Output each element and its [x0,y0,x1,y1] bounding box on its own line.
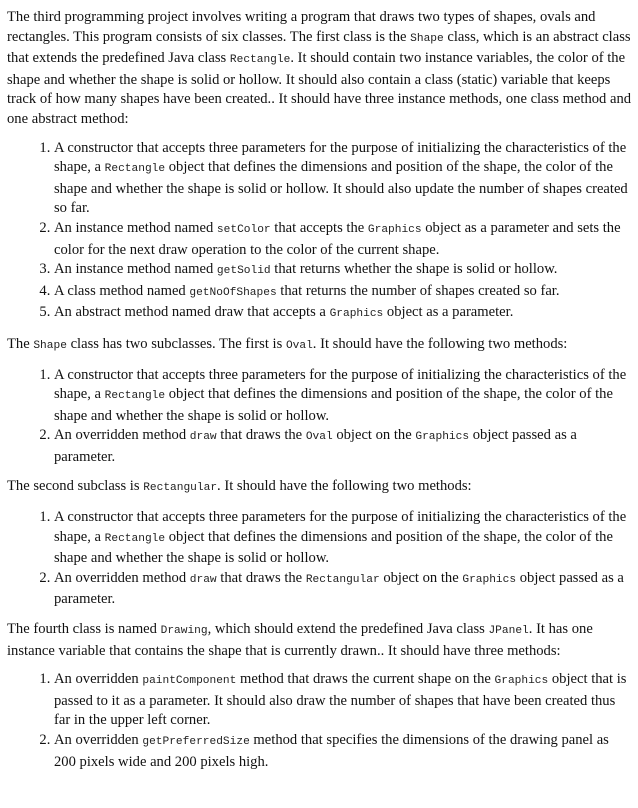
text-run: , which should extend the predefined Java class [207,621,489,638]
inline-code: Shape [410,32,444,45]
list-item [54,426,632,467]
text-run: that returns the number of shapes created so far. [276,282,560,299]
text-run: An abstract method named draw that accepts a [54,304,330,321]
inline-code: Drawing [160,625,208,638]
inline-code: Graphics [415,431,470,444]
inline-code: Shape [33,339,67,352]
inline-code: Rectangular [305,573,380,586]
text-run: that returns whether the shape is solid or hollow. [270,261,558,278]
text-run: An instance method named [54,261,217,278]
text-run: An overridden method [54,569,190,586]
drawing-methods-list [7,670,632,772]
list-item [54,569,632,610]
text-run: object on the [379,569,463,586]
inline-code: getPreferredSize [142,736,250,748]
text-run: object that defines the dimensions and position of the shape, the color of the shape and whether the shape is solid or hollow. [54,528,613,567]
text-run: object passed as a parameter. [54,569,624,608]
inline-code: draw [189,431,217,444]
list-item [54,282,632,304]
text-run: The third programming project involves writing a program that draws two types of shapes, ovals and rectangles. This program consists of six classes. The first class is the [7,9,596,45]
inline-code: setColor [216,223,271,236]
text-run: An overridden method [54,427,190,444]
inline-code: Rectangle [104,390,166,403]
list-item [54,731,632,772]
inline-code: draw [189,573,217,586]
inline-code: Rectangle [104,532,166,545]
inline-code: getNoOfShapes [189,286,277,299]
text-run: class has two subclasses. The first is [66,335,286,352]
list-item [54,670,632,731]
inline-code: getSolid [216,265,271,278]
inline-code: Rectangle [229,54,291,67]
list-item [54,303,632,325]
text-run: that draws the [216,569,306,586]
inline-code: Graphics [494,675,549,688]
inline-code: Oval [285,339,313,352]
text-run: method that specifies the dimensions of the drawing panel as 200 pixels wide and 200 pixels high. [54,732,609,770]
inline-code: Graphics [462,573,517,586]
inline-code: Rectangle [104,163,166,176]
intro-paragraph [7,8,632,130]
list-item [54,508,632,569]
text-run: The fourth class is named [7,621,161,638]
text-run: method that draws the current shape on the [236,671,495,688]
list-item [54,366,632,427]
text-run: A constructor that accepts three parameters for the purpose of initializing the characteristics of the shape, a [54,366,627,403]
text-run: object that is passed to it as a parameter. It should also draw the number of shapes that have been created thus far in the upper left corner. [54,671,627,729]
text-run: object on the [332,427,416,444]
text-run: A constructor that accepts three parameters for the purpose of initializing the characteristics of the shape, a [54,139,627,176]
text-run: The second subclass is [7,478,144,495]
list-item [54,219,632,260]
inline-code: Graphics [329,308,384,321]
shape-methods-list [7,139,632,325]
inline-code: JPanel [488,625,529,638]
text-run: object that defines the dimensions and position of the shape, the color of the shape and whether the shape is solid or hollow. It should also update the number of shapes created so far. [54,159,628,217]
list-item [54,139,632,219]
text-run: A constructor that accepts three parameters for the purpose of initializing the characteristics of the shape, a [54,509,627,545]
text-run: object passed as a parameter. [54,427,577,465]
oval-methods-list [7,366,632,468]
text-run: that draws the [216,427,306,444]
text-run: object that defines the dimensions and position of the shape, the color of the shape and whether the shape is solid or hollow. [54,386,613,424]
inline-code: Oval [305,431,333,444]
text-run: An overridden [54,671,143,688]
text-run: The [7,335,34,352]
text-run: . It has one instance variable that contains the shape that is currently drawn.. It should have three methods: [7,621,593,659]
text-run: An instance method named [54,219,217,236]
text-run: that accepts the [270,219,368,236]
inline-code: Rectangular [143,482,218,495]
text-run: A class method named [54,282,190,299]
text-run: An overridden [54,732,143,748]
inline-code: paintComponent [142,675,237,688]
inline-code: Graphics [367,223,422,236]
text-run: . It should have the following two methods: [312,335,568,352]
rectangular-methods-list [7,508,632,610]
drawing-intro-paragraph [7,620,632,661]
text-run: object as a parameter and sets the color for the next draw operation to the color of the current shape. [54,219,621,258]
text-run: object as a parameter. [383,304,514,321]
list-item [54,260,632,282]
subclass-intro-paragraph [7,335,632,357]
text-run: . It should have the following two methods: [217,478,472,495]
text-run: . It should contain two instance variables, the color of the shape and whether the shape is solid or hollow. It should also contain a class (static) variable that keeps track of how many shapes have been created.. It should have three instance methods, one class method and one abstract method: [7,50,632,127]
second-subclass-intro-paragraph [7,477,632,499]
text-run: class, which is an abstract class that extends the predefined Java class [7,28,631,67]
